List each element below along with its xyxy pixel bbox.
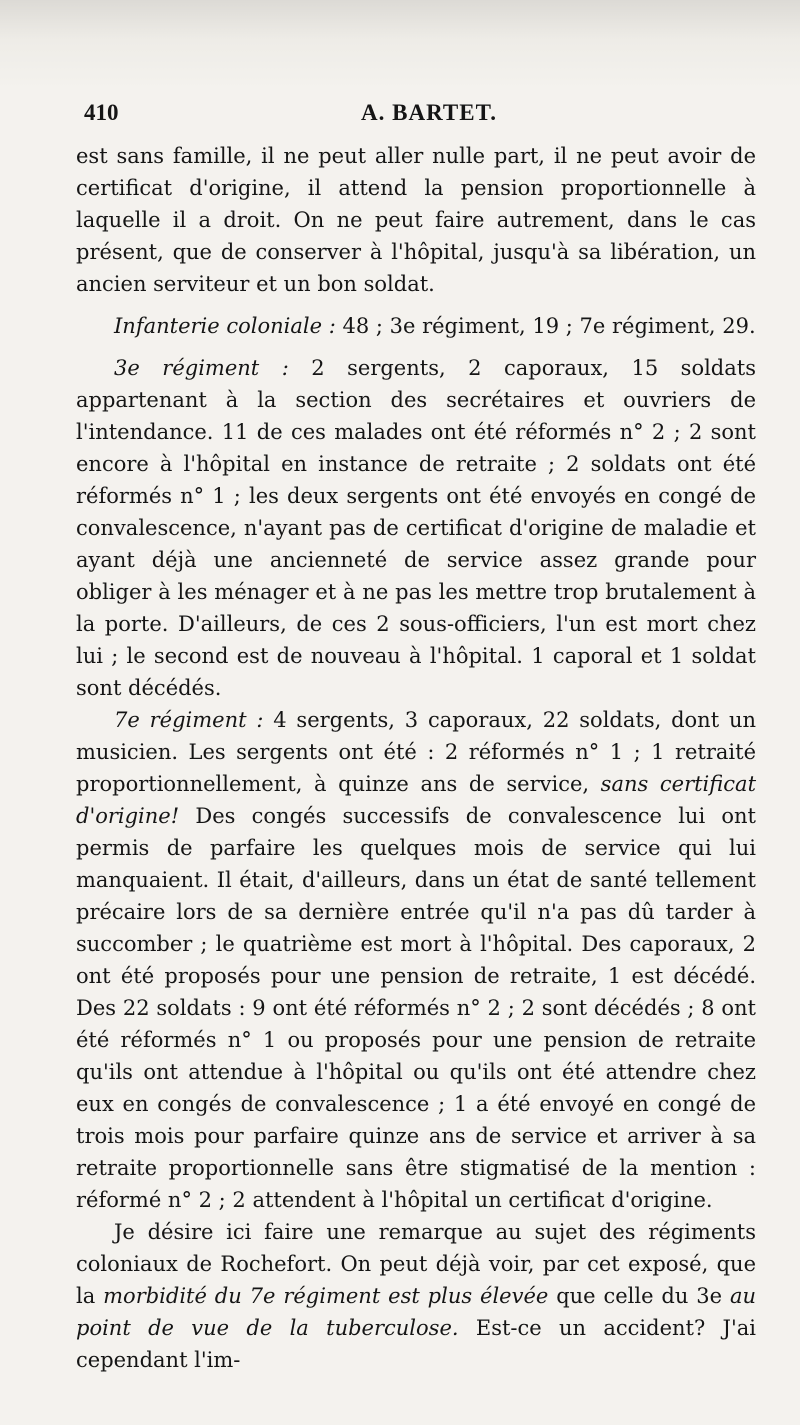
paragraph-emphasis: morbidité du 7e régiment est plus élevée (95, 1284, 549, 1308)
paragraph-text-continued: que celle du 3e (548, 1284, 723, 1308)
paragraph-text: 48 ; 3e régiment, 19 ; 7e régiment, 29. (335, 314, 756, 338)
paragraph-text-continued: Des congés successifs de convalescence lui ont permis de parfaire les quelques mois de service qui lui manquaient. Il était, d'ailleurs, dans un état de santé tellement précaire lors de sa dernière entrée qu'il n'a pas dû tarder à succomber ; le quatrième est mort à l'hôpital. Des caporaux, 2 ont été proposés pour une pension de retraite, 1 est décédé. Des 22 soldats : 9 ont été réformés n° 2 ; 2 sont décédés ; 8 ont été réformés n° 1 ou proposés pour une pension de retraite qu'ils ont attendue à l'hôpital ou qu'ils ont été attendre chez eux en congés de convalescence ; 1 a été envoyé en congé de trois mois pour parfaire quinze ans de service et arriver à sa retraite proportionnelle sans être stigmatisé de la mention : réformé n° 2 ; 2 attendent à l'hôpital un certificat d'origine. (76, 804, 756, 1212)
paragraph-text: Je désire ici faire une remarque au sujet des régiments coloniaux de Rochefort. On peut déjà voir, par cet exposé, que la (76, 1220, 756, 1308)
paragraph-text: 4 sergents, 3 caporaux, 22 soldats, dont un musicien. Les sergents ont été : 2 réformés n° 1 ; 1 retraité proportionnellement, à quinze ans de service, (76, 708, 756, 796)
paragraph-lead: Infanterie coloniale : (114, 314, 336, 338)
paragraph-text: 2 sergents, 2 caporaux, 15 soldats appartenant à la section des secrétaires et ouvriers de l'intendance. 11 de ces malades ont été réformés n° 2 ; 2 sont encore à l'hôpital en instance de retraite ; 2 soldats ont été réformés n° 1 ; les deux sergents ont été envoyés en congé de convalescence, n'ayant pas de certificat d'origine de maladie et ayant déjà une ancienneté de service assez grande pour obliger à les ménager et à ne pas les mettre trop brutalement à la porte. D'ailleurs, de ces 2 sous-officiers, l'un est mort chez lui ; le second est de nouveau à l'hôpital. 1 caporal et 1 soldat sont décédés. (76, 356, 756, 700)
paragraph-text-end: Est-ce un accident? J'ai cependant l'im- (76, 1316, 756, 1372)
paragraph-2 (76, 310, 756, 342)
body-text (76, 140, 756, 1376)
paragraph-lead: 7e régiment : (114, 708, 264, 732)
page-header (84, 100, 774, 134)
paragraph-text: est sans famille, il ne peut aller nulle part, il ne peut avoir de certificat d'origine, il attend la pension proportionnelle à laquelle il a droit. On ne peut faire autrement, dans le cas présent, que de conserver à l'hôpital, jusqu'à sa libération, un ancien serviteur et un bon soldat. (76, 144, 756, 296)
paragraph-lead: 3e régiment : (114, 356, 289, 380)
paragraph-emphasis-2: au point de vue de la tuberculose. (76, 1284, 756, 1340)
paragraph-5 (76, 1216, 756, 1376)
page-number: 410 (84, 100, 119, 125)
running-title: A. BARTET. (361, 100, 497, 125)
paragraph-1 (76, 140, 756, 300)
paragraph-3 (76, 352, 756, 704)
paragraph-emphasis: sans certificat d'origine! (76, 772, 757, 828)
paragraph-4 (76, 704, 756, 1216)
